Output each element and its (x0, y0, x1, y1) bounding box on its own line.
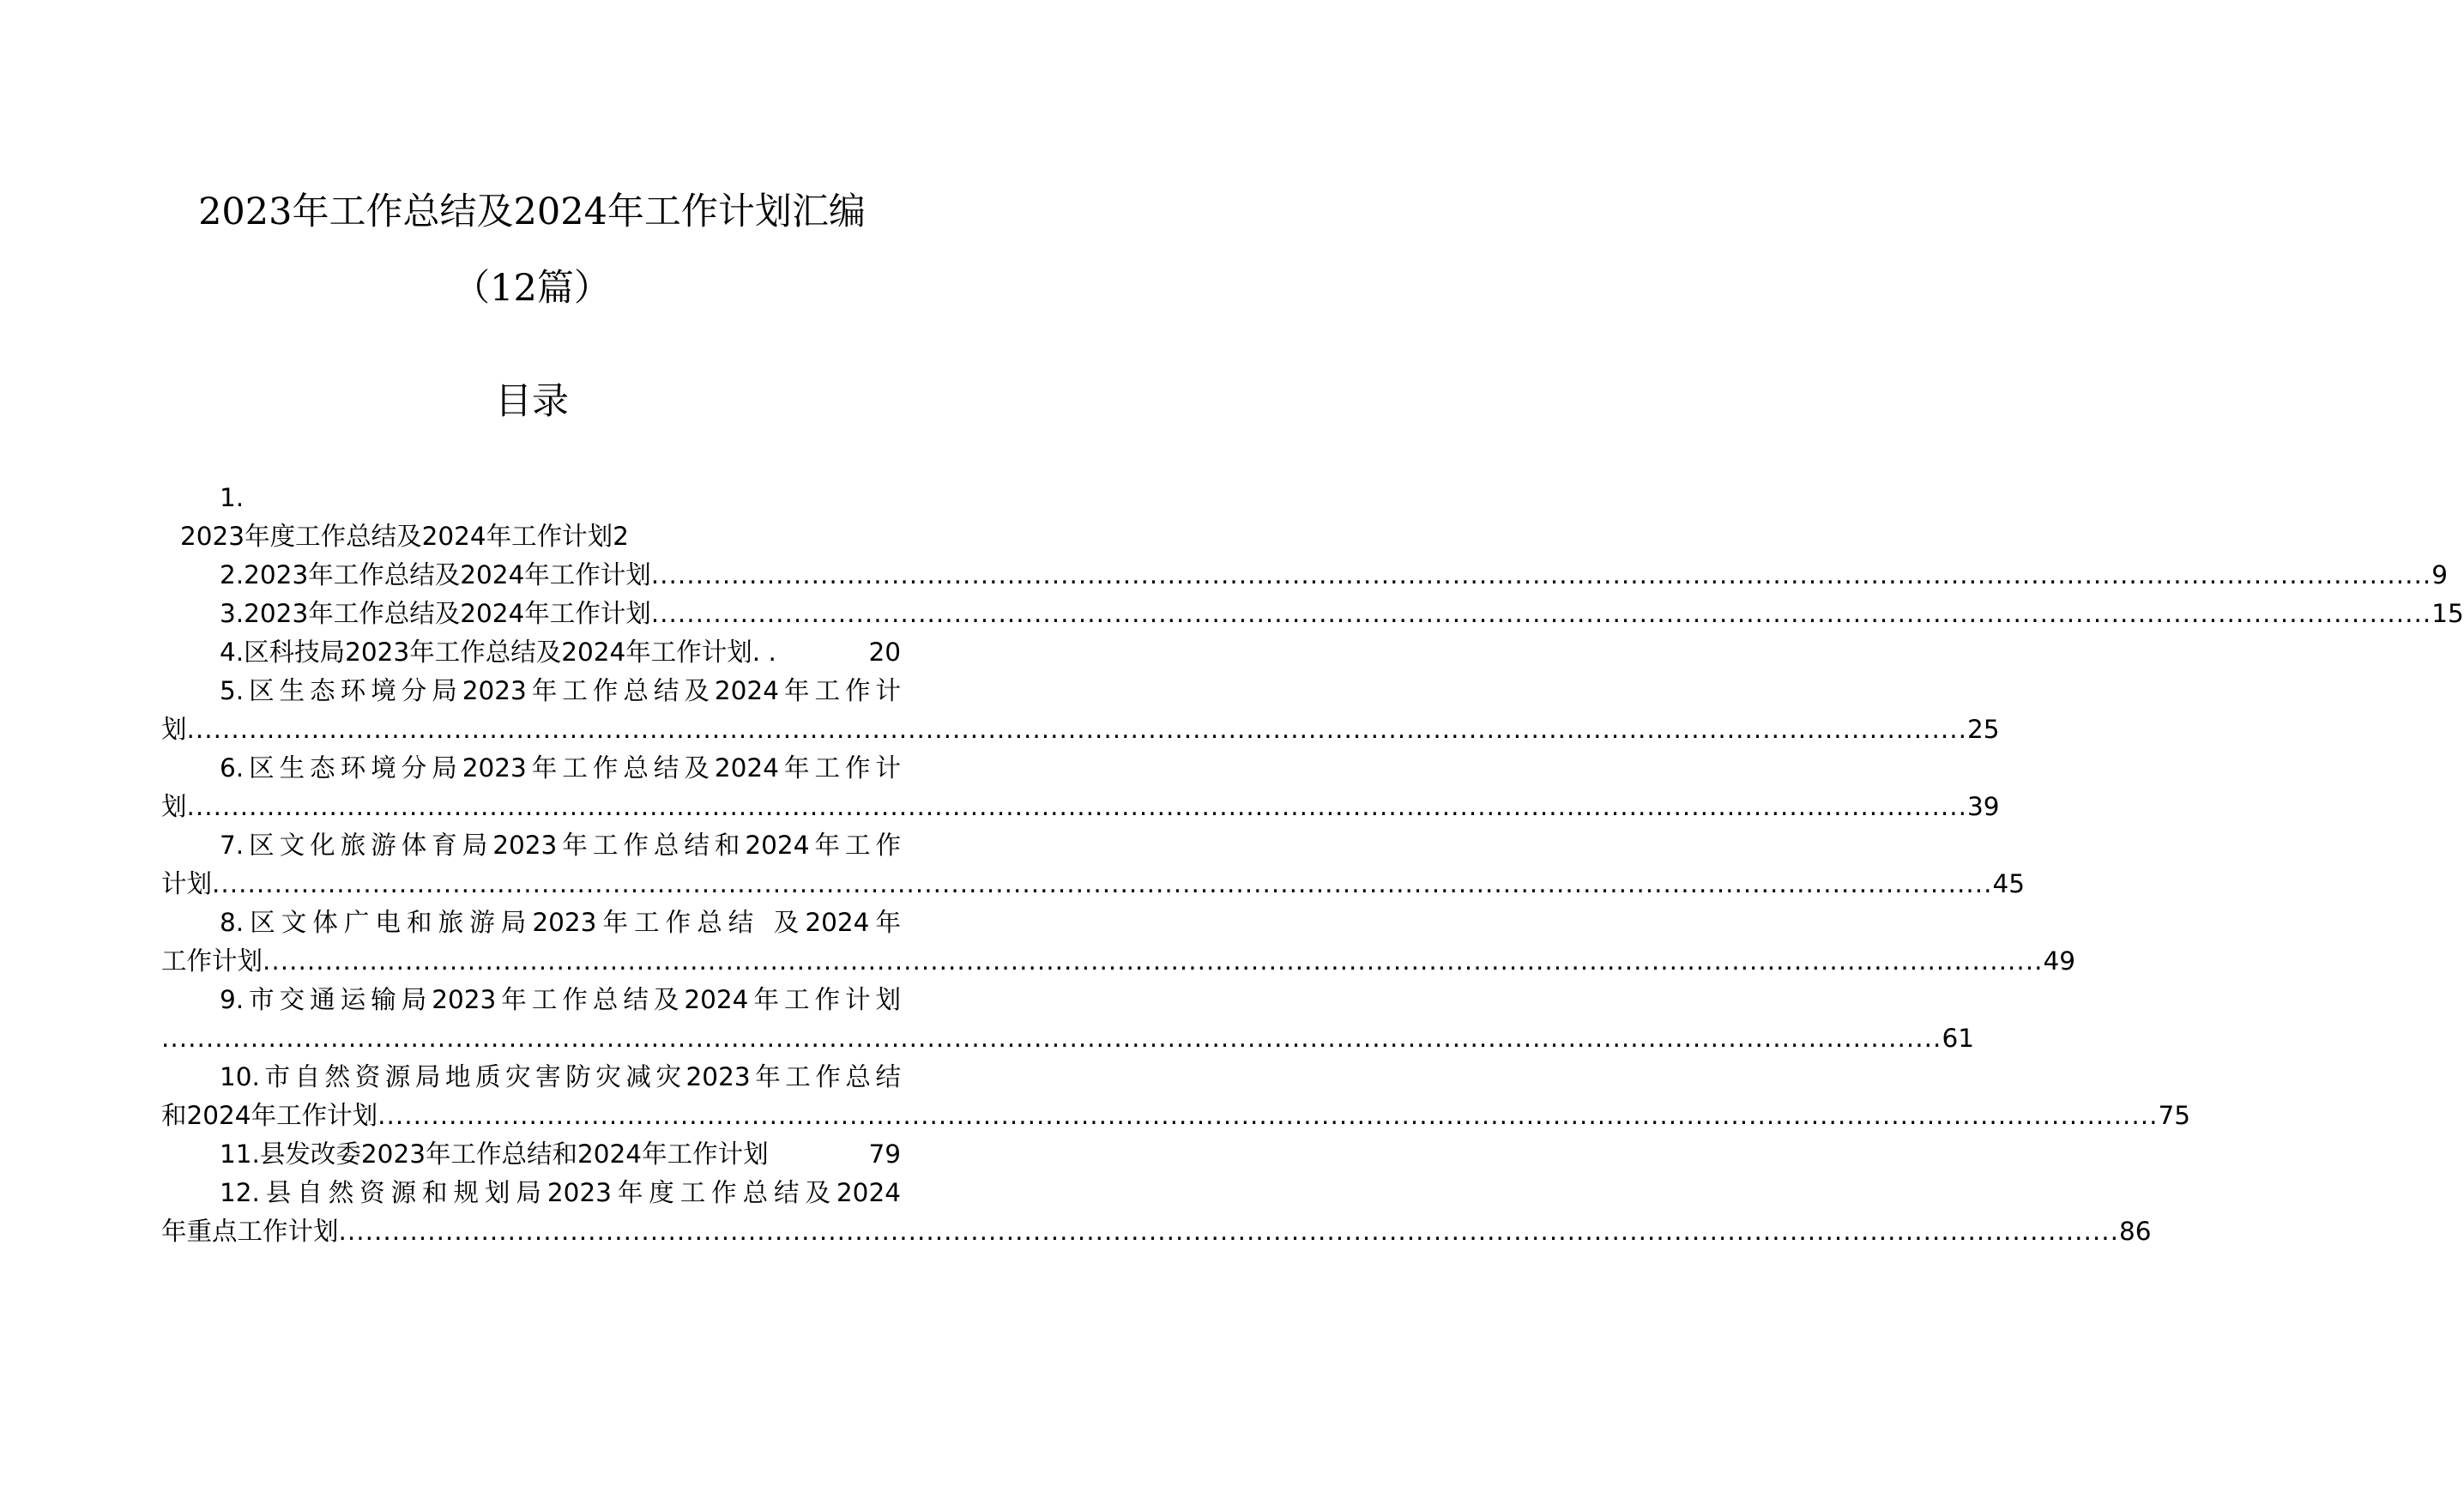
toc-entry-title-cont: 划 (161, 792, 187, 821)
toc-entry-page: 79 (868, 1139, 901, 1169)
dot-leader: ........................................................................................................................................................................................................ (186, 792, 1967, 821)
toc-entry-page: 25 (1966, 715, 2000, 744)
toc-entry-7-line1[interactable]: 7.区文化旅游体育局2023年工作总结和2024年工作 (220, 831, 901, 860)
toc-entry-2[interactable] (161, 556, 2449, 595)
toc-entry-page: 86 (2118, 1217, 2152, 1246)
toc-entry-11[interactable] (161, 1135, 901, 1174)
toc-entry-1-number: 1. (220, 483, 245, 512)
toc-entry-10-line2[interactable] (161, 1097, 2191, 1135)
toc-entry-title-cont: 工作计划 (161, 946, 263, 976)
toc-entry-page: 75 (2158, 1101, 2191, 1130)
toc-entry-12-line1[interactable]: 12.县自然资源和规划局2023年度工作总结及2024 (220, 1178, 901, 1207)
toc-entry-4[interactable] (161, 633, 901, 672)
toc-entry-page: 15 (2431, 599, 2464, 628)
toc-entry-page: 39 (1966, 792, 2000, 821)
dot-leader: ........................................................................................................................................................................................................ (263, 946, 2044, 976)
toc-entry-6-line2[interactable] (161, 788, 2000, 826)
toc-entry-8-line2[interactable] (161, 942, 2076, 981)
dot-leader: ........................................................................................................................................................................................................ (161, 1024, 1942, 1053)
dot-leader: ........................................................................................................................................................................................................ (650, 599, 2432, 628)
toc-entry-page: 9 (2431, 560, 2449, 589)
document-subtitle: （12篇） (453, 267, 611, 310)
toc-entry-title-cont: 和2024年工作计划 (161, 1101, 378, 1130)
toc-entry-page: 45 (1992, 869, 2026, 898)
toc-entry-5-line2[interactable] (161, 710, 2000, 749)
dot-leader: ........................................................................................................................................................................................................ (650, 560, 2432, 589)
toc-entry-title: 4.区科技局2023年工作总结及2024年工作计划. . (220, 638, 776, 667)
toc-entry-title: 3.2023年工作总结及2024年工作计划 (220, 599, 651, 628)
table-of-contents (161, 479, 2464, 1251)
toc-entry-1-text[interactable]: 2023年度工作总结及2024年工作计划2 (180, 522, 629, 551)
toc-entry-title-cont: 划 (161, 715, 187, 744)
toc-entry-title: 2.2023年工作总结及2024年工作计划 (220, 560, 651, 589)
toc-entry-title: 11.县发改委2023年工作总结和2024年工作计划 (220, 1139, 769, 1169)
toc-entry-8-line1[interactable]: 8.区文体广电和旅游局2023年工作总结 及2024年 (220, 908, 901, 937)
document-title: 2023年工作总结及2024年工作计划汇编 (198, 190, 866, 233)
dot-leader: ........................................................................................................................................................................................................ (338, 1217, 2119, 1246)
toc-entry-3[interactable] (161, 595, 2464, 633)
toc-heading: 目录 (495, 380, 569, 423)
toc-entry-9-line2[interactable] (161, 1019, 1974, 1058)
toc-entry-12-line2[interactable] (161, 1212, 2152, 1251)
toc-entry-title-cont: 计划 (161, 869, 213, 898)
toc-entry-page: 20 (868, 638, 901, 667)
toc-entry-page: 49 (2043, 946, 2076, 976)
toc-entry-title-cont: 年重点工作计划 (161, 1217, 339, 1246)
toc-entry-5-line1[interactable]: 5.区生态环境分局2023年工作总结及2024年工作计 (220, 676, 901, 705)
dot-leader: ........................................................................................................................................................................................................ (186, 715, 1967, 744)
toc-entry-6-line1[interactable]: 6.区生态环境分局2023年工作总结及2024年工作计 (220, 753, 901, 783)
toc-entry-10-line1[interactable]: 10.市自然资源局地质灾害防灾减灾2023年工作总结 (220, 1062, 901, 1091)
dot-leader: ........................................................................................................................................................................................................ (377, 1101, 2159, 1130)
dot-leader: ........................................................................................................................................................................................................ (212, 869, 1993, 898)
toc-entry-7-line2[interactable] (161, 865, 2026, 904)
toc-entry-page: 61 (1942, 1024, 1974, 1053)
toc-entry-9-line1[interactable]: 9.市交通运输局2023年工作总结及2024年工作计划 (220, 985, 901, 1014)
